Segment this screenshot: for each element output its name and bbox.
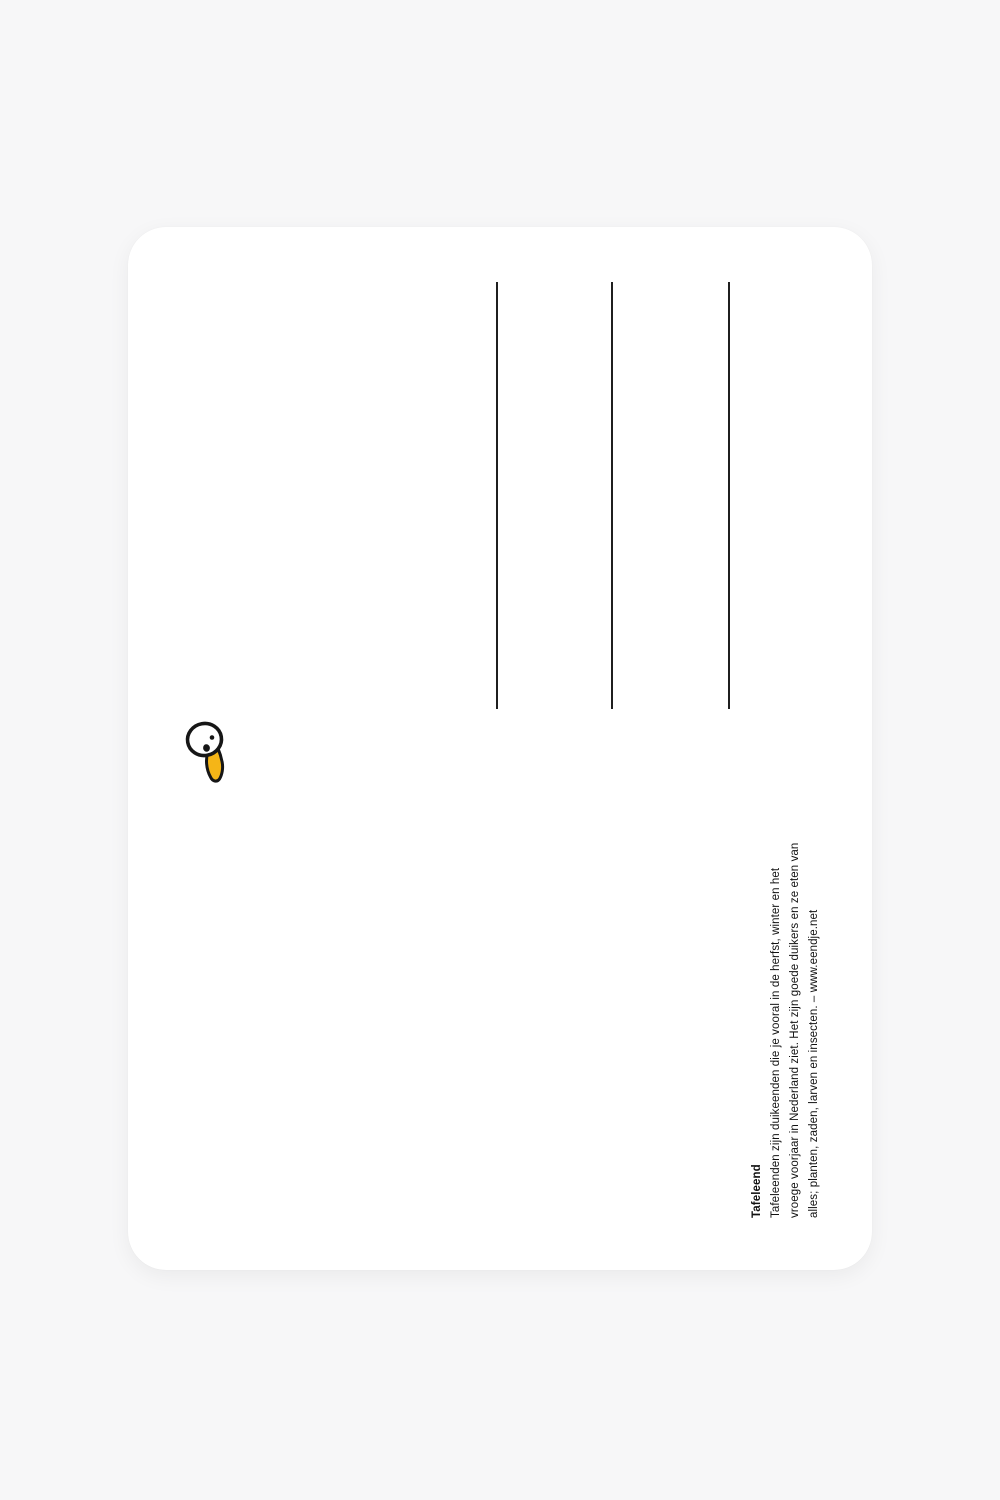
species-credit	[748, 826, 824, 1218]
address-line-1	[496, 282, 498, 709]
address-line-2	[611, 282, 613, 709]
postcard-back	[128, 227, 872, 1270]
duck-eye-small	[210, 735, 215, 740]
address-line-3	[728, 282, 730, 709]
species-name: Tafeleend	[751, 1164, 763, 1218]
credit-line-3: alles; planten, zaden, larven en insecten. – www.eendje.net	[808, 909, 820, 1218]
credit-line-2: vroege voorjaar in Nederland ziet. Het zijn goede duikers en ze eten van	[789, 842, 801, 1218]
credit-line-1: Tafeleenden zijn duikeenden die je vooral in de herfst, winter en het	[770, 867, 782, 1218]
duck-logo-icon	[182, 718, 230, 788]
